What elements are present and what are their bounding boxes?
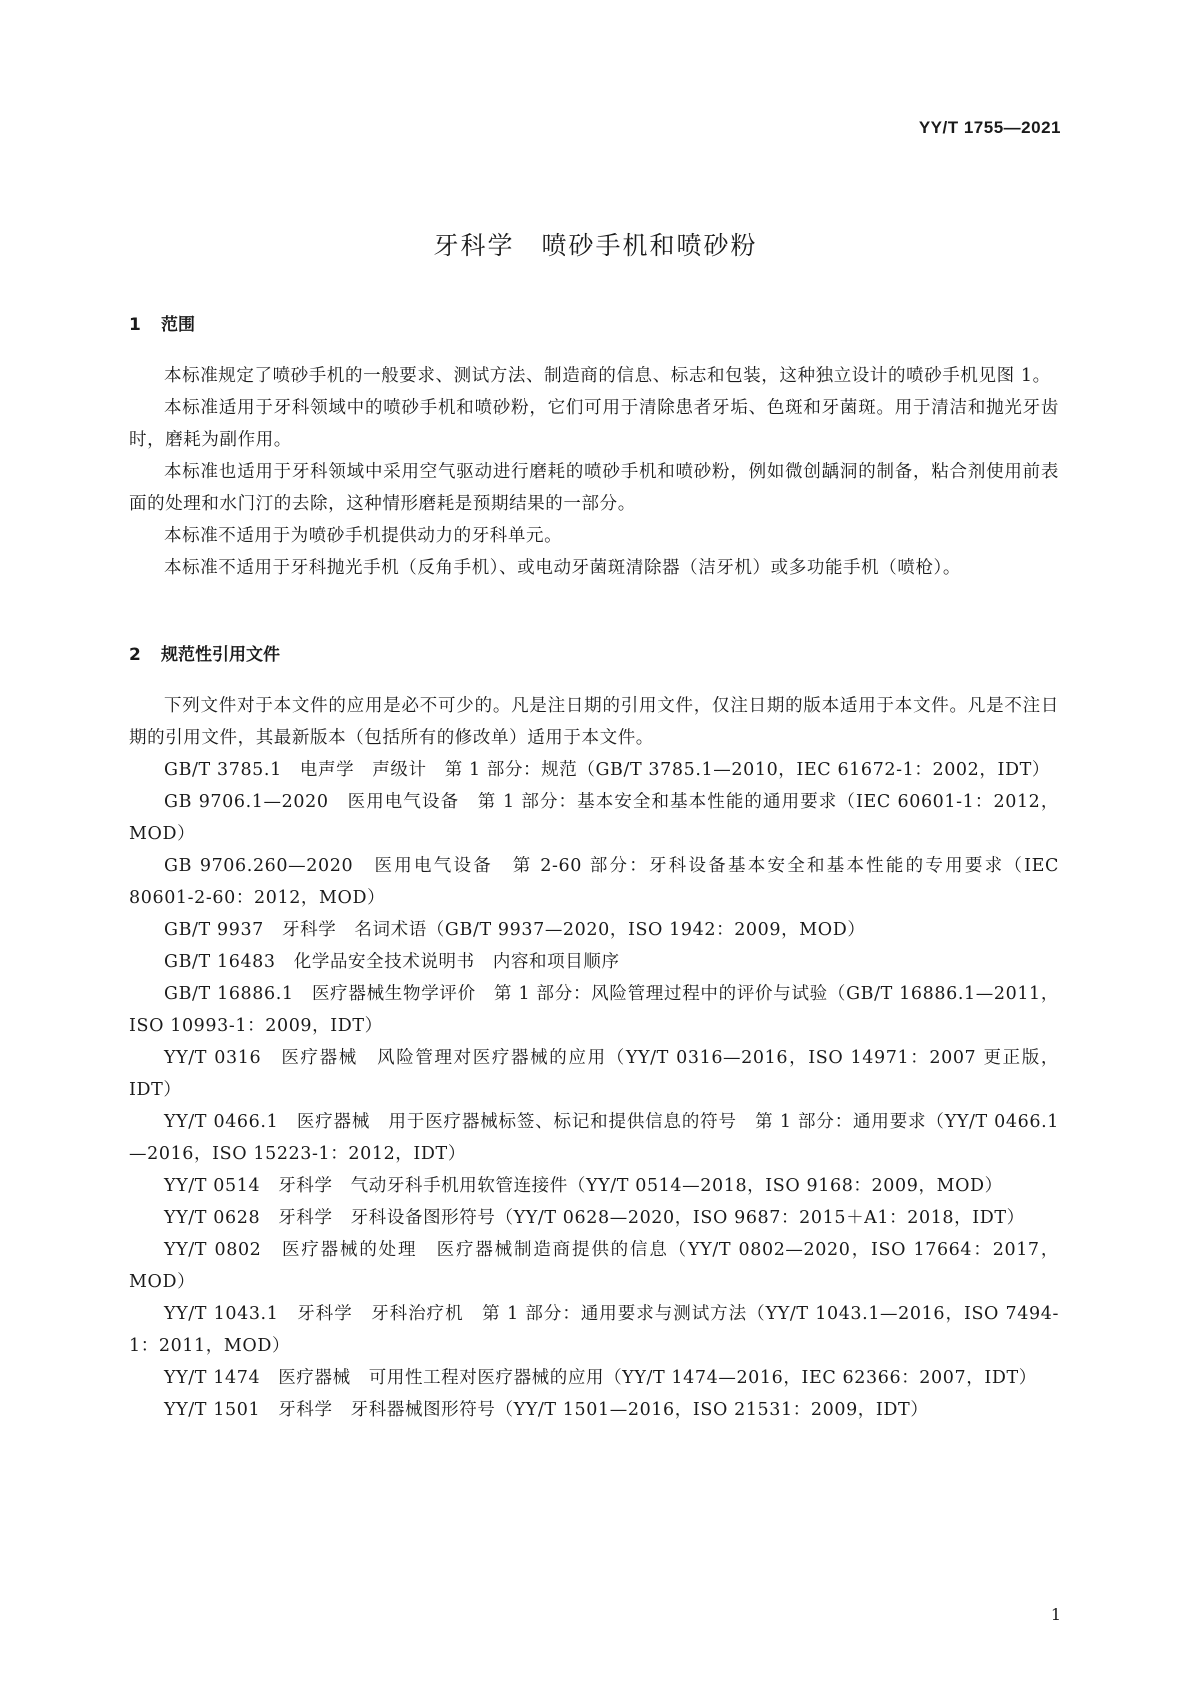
section-2-intro: 下列文件对于本文件的应用是必不可少的。凡是注日期的引用文件，仅注日期的版本适用于本文件。凡是不注日期的引用文件，其最新版本（包括所有的修改单）适用于本文件。	[129, 696, 1059, 748]
reference-item: YY/T 0628 牙科学 牙科设备图形符号（YY/T 0628—2020，ISO 9687：2015＋A1：2018，IDT）	[164, 1208, 1025, 1228]
section-2-body	[129, 690, 1059, 1426]
reference-item: YY/T 0316 医疗器械 风险管理对医疗器械的应用（YY/T 0316—2016，ISO 14971：2007 更正版，IDT）	[129, 1048, 1059, 1100]
section-1-number: 1	[129, 315, 141, 335]
standard-code: YY/T 1755—2021	[918, 118, 1061, 137]
reference-item: YY/T 0466.1 医疗器械 用于医疗器械标签、标记和提供信息的符号 第 1 部分：通用要求（YY/T 0466.1—2016，ISO 15223-1：2012，IDT）	[129, 1112, 1059, 1164]
reference-item: YY/T 0514 牙科学 气动牙科手机用软管连接件（YY/T 0514—2018，ISO 9168：2009，MOD）	[164, 1176, 1003, 1196]
reference-item: GB/T 16483 化学品安全技术说明书 内容和项目顺序	[164, 952, 620, 972]
document-title: 牙科学 喷砂手机和喷砂粉	[433, 231, 758, 260]
paragraph: 本标准适用于牙科领域中的喷砂手机和喷砂粉，它们可用于清除患者牙垢、色斑和牙菌斑。用于清洁和抛光牙齿时，磨耗为副作用。	[129, 398, 1059, 450]
reference-item: GB 9706.260—2020 医用电气设备 第 2-60 部分：牙科设备基本安全和基本性能的专用要求（IEC 80601-2-60：2012，MOD）	[129, 856, 1059, 908]
section-2-heading	[129, 640, 280, 665]
paragraph: 本标准也适用于牙科领域中采用空气驱动进行磨耗的喷砂手机和喷砂粉，例如微创龋洞的制备，粘合剂使用前表面的处理和水门汀的去除，这种情形磨耗是预期结果的一部分。	[129, 462, 1059, 514]
paragraph: 本标准不适用于牙科抛光手机（反角手机）、或电动牙菌斑清除器（洁牙机）或多功能手机（喷枪）。	[164, 558, 961, 578]
reference-item: YY/T 1501 牙科学 牙科器械图形符号（YY/T 1501—2016，ISO 21531：2009，IDT）	[164, 1400, 929, 1420]
reference-item: GB/T 16886.1 医疗器械生物学评价 第 1 部分：风险管理过程中的评价与试验（GB/T 16886.1—2011，ISO 10993-1：2009，IDT）	[129, 984, 1059, 1036]
paragraph: 本标准规定了喷砂手机的一般要求、测试方法、制造商的信息、标志和包装，这种独立设计的喷砂手机见图 1。	[164, 366, 1051, 386]
paragraph: 本标准不适用于为喷砂手机提供动力的牙科单元。	[164, 526, 563, 546]
reference-item: YY/T 0802 医疗器械的处理 医疗器械制造商提供的信息（YY/T 0802—2020，ISO 17664：2017，MOD）	[129, 1240, 1059, 1292]
section-1-heading	[129, 310, 195, 335]
section-2-number: 2	[129, 645, 141, 665]
section-2-title: 规范性引用文件	[161, 645, 280, 665]
reference-item: GB 9706.1—2020 医用电气设备 第 1 部分：基本安全和基本性能的通用要求（IEC 60601-1：2012，MOD）	[129, 792, 1059, 844]
reference-item: YY/T 1043.1 牙科学 牙科治疗机 第 1 部分：通用要求与测试方法（YY/T 1043.1—2016，ISO 7494-1：2011，MOD）	[129, 1304, 1059, 1356]
page-number: 1	[1050, 1605, 1061, 1624]
reference-item: GB/T 9937 牙科学 名词术语（GB/T 9937—2020，ISO 1942：2009，MOD）	[164, 920, 866, 940]
section-1-body	[129, 360, 1059, 584]
reference-item: GB/T 3785.1 电声学 声级计 第 1 部分：规范（GB/T 3785.1—2010，IEC 61672-1：2002，IDT）	[164, 760, 1051, 780]
section-1-title: 范围	[161, 315, 195, 335]
reference-item: YY/T 1474 医疗器械 可用性工程对医疗器械的应用（YY/T 1474—2016，IEC 62366：2007，IDT）	[164, 1368, 1037, 1388]
